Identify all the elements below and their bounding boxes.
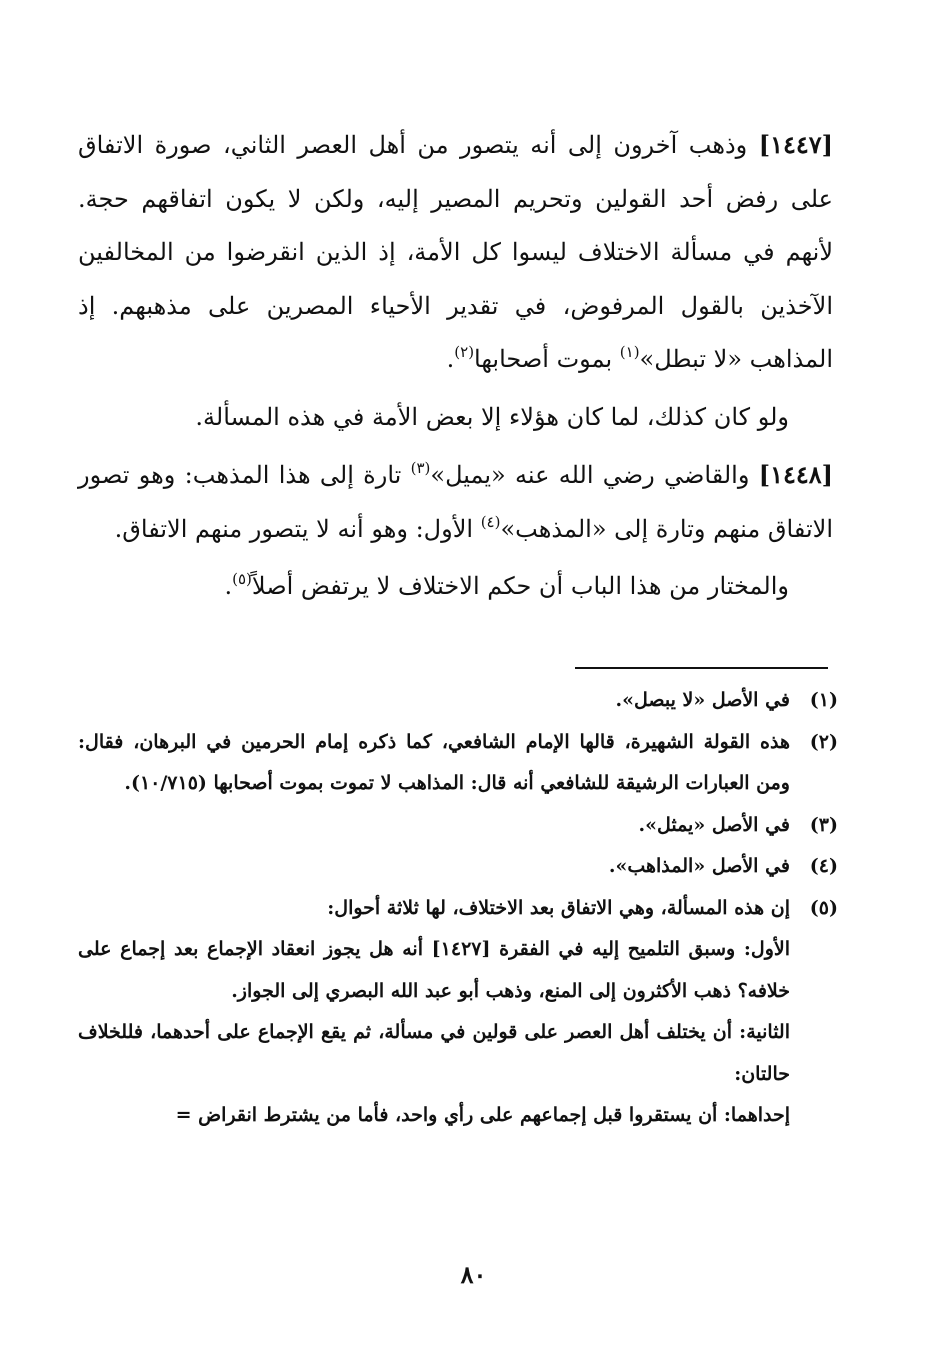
footnote-ref[interactable]: (٣) [410,459,431,477]
paragraph-text: وذهب آخرون إلى أنه يتصور من أهل العصر الثاني، صورة الاتفاق على رفض أحد القولين وتحريم المصير إليه، ولكن لا يكون اتفاقهم حجة. لأنهم في مسألة الاختلاف ليسوا كل الأمة، إذ الذين انقرضوا من المخالفين الآخذين بالقول المرفوض، في تقدير الأحياء المصرين على مذهبهم. إذ المذاهب «لا تبطل» [78,131,834,373]
footnote-ref[interactable]: (٢) [454,343,475,361]
paragraph-1448 [78,448,833,556]
paragraph-number: [١٤٤٨] [758,460,833,489]
footnote-3 [78,805,838,847]
footnote-text: في الأصل «المذاهب». [608,855,790,877]
footnote-number: (٥) [809,896,838,919]
paragraph-text: . [446,345,455,373]
footnote-5 [78,888,838,930]
footnote-separator [575,667,828,669]
page-number: ٨٠ [460,1260,487,1289]
paragraph-text: والمختار من هذا الباب أن حكم الاختلاف لا يرتفض أصلاً [251,572,789,600]
paragraph-text: . [224,572,233,600]
paragraph-conclusion [78,560,833,614]
paragraph-continuation [78,391,833,445]
footnote-ref[interactable]: (٤) [480,512,501,531]
footnote-4 [78,846,838,888]
footnote-5-part-second: الثانية: أن يختلف أهل العصر على قولين في مسألة، ثم يقع الإجماع على أحدهما، فللخلاف حالتان: [78,1021,790,1085]
footnote-ref[interactable]: (١) [619,343,640,361]
footnote-number: (١) [809,689,838,711]
paragraph-text: ولو كان كذلك، لما كان هؤلاء إلا بعض الأمة في هذه المسألة. [195,402,789,431]
footnote-text: هذه القولة الشهيرة، قالها الإمام الشافعي، كما ذكره إمام الحرمين في البرهان، فقال: ومن العبارات الرشيقة للشافعي أنه قال: المذاهب لا تموت بموت أصحابها (١٠/٧١٥). [78,730,790,794]
footnotes [78,680,838,1137]
footnote-number: (٤) [809,855,838,877]
footnote-text: في الأصل «لا يبصل». [615,689,790,711]
paragraph-text: والقاضي رضي الله عنه «يميل» [430,461,759,489]
footnote-5-part-first: الأول: وسبق التلميح إليه في الفقرة [١٤٢٧] أنه هل يجوز انعقاد الإجماع بعد إجماع على خلافه؟ ذهب الأكثرون إلى المنع، وذهب أبو عبد الله البصري إلى الجواز. [78,938,791,1002]
paragraph-number: [١٤٤٧] [758,130,833,159]
footnote-ref[interactable]: (٥) [232,570,252,588]
footnote-number: (٣) [809,813,838,836]
footnote-1 [78,680,838,722]
footnote-number: (٢) [809,730,838,753]
paragraph-text: بموت أصحابها [474,345,620,373]
footnote-text: في الأصل «يمثل». [638,813,790,836]
paragraph-text: تارة إلى هذا المذهب: وهو تصور الاتفاق منهم وتارة إلى «المذهب» [78,461,833,543]
footnote-2 [78,722,838,805]
main-text [78,118,833,614]
footnote-5-part-one-of-two: إحداهما: أن يستقروا قبل إجماعهم على رأي واحد، فأما من يشترط انقراض = [175,1104,790,1126]
footnote-text: إن هذه المسألة، وهي الاتفاق بعد الاختلاف، لها ثلاثة أحوال: [327,896,790,919]
paragraph-1447 [78,118,833,387]
paragraph-text: الأول: وهو أنه لا يتصور منهم الاتفاق. [114,514,481,543]
